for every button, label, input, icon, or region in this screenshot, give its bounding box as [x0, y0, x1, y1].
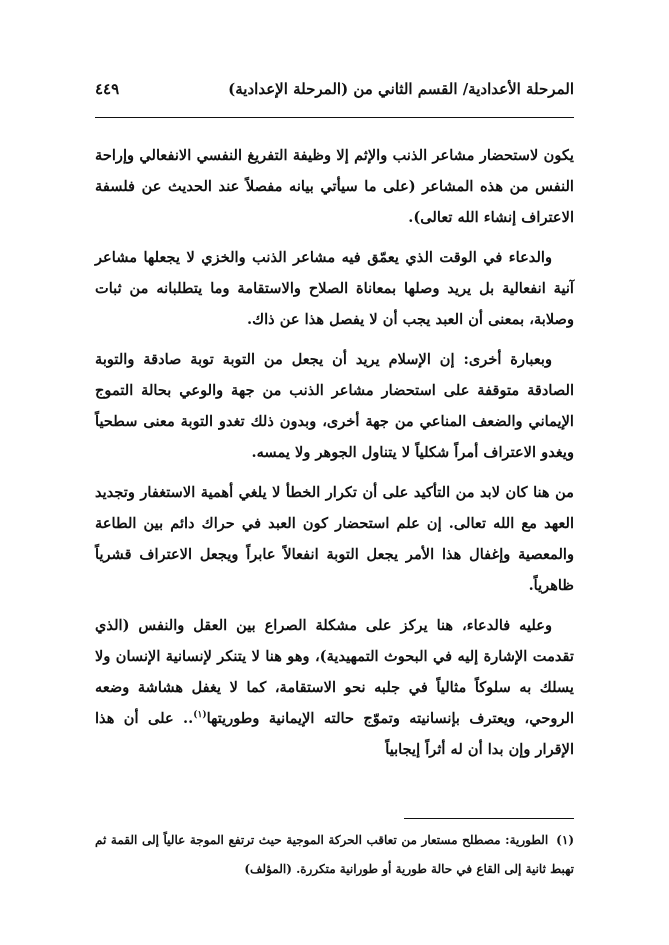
- page-number: ٤٤٩: [95, 80, 120, 98]
- footnote-divider: [404, 818, 574, 819]
- paragraph: من هنا كان لابد من التأكيد على أن تكرار الخطأ لا يلغي أهمية الاستغفار وتجديد العهد مع الله تعالى. إن علم استحضار كون العبد في حراك دائم بين الطاعة والمعصية وإغفال هذا الأمر يجعل التوبة انفعالاً عابراً ويجعل الاعتراف قشرياً ظاهرياً.: [95, 484, 574, 594]
- paragraph: والدعاء في الوقت الذي يعمّق فيه مشاعر الذنب والخزي لا يجعلها مشاعر آنية انفعالية بل يريد وصلها بمعاناة الصلاح والاستقامة وما يتطلبانه من ثبات وصلابة، بمعنى أن العبد يجب أن لا يفصل هذا عن ذاك.: [95, 249, 574, 328]
- header-title: المرحلة الأعدادية/ القسم الثاني من (المرحلة الإعدادية): [228, 80, 574, 98]
- paragraph-with-footnote: [95, 610, 574, 765]
- header-divider: [95, 117, 574, 118]
- running-header: [95, 72, 574, 106]
- paragraph-text: وعليه فالدعاء، هنا يركز على مشكلة الصراع بين العقل والنفس (الذي تقدمت الإشارة إليه في البحوث التمهيدية)، وهو هنا لا يتنكر لإنسانية الإنسان ولا يسلك به سلوكاً مثالياً في جلبه نحو الاستقامة، كما لا يغفل هشاشة وضعه الروحي، ويعترف بإنسانيته وتموّج حالته الإيمانية وطوريتها: [95, 617, 574, 727]
- footnotes: [95, 826, 574, 884]
- footnote-number: (١): [556, 833, 574, 847]
- footnote-item: [95, 826, 574, 884]
- paragraph-tail: .. على أن هذا الإقرار وإن بدا أن له أثراً إيجابياً: [95, 710, 574, 758]
- paragraph: يكون لاستحضار مشاعر الذنب والإثم إلا وظيفة التفريغ النفسي الانفعالي وإراحة النفس من هذه المشاعر (على ما سيأتي بيانه مفصلاً عند الحديث عن فلسفة الاعتراف إنشاء الله تعالى).: [95, 147, 574, 226]
- footnote-text: الطورية: مصطلح مستعار من تعاقب الحركة الموجية حيث ترتفع الموجة عالياً إلى القمة ثم تهبط ثانية إلى القاع في حالة طورية أو طورانية متكررة. (المؤلف): [95, 833, 574, 876]
- footnote-reference[interactable]: (١): [193, 710, 207, 721]
- paragraph: وبعبارة أخرى: إن الإسلام يريد أن يجعل من التوبة توبة صادقة والتوبة الصادقة متوقفة على استحضار مشاعر الذنب من جهة والوعي بحالة التموج الإيماني والضعف المناعي من جهة أخرى، وبدون ذلك تغدو التوبة معنى سطحياً ويغدو الاعتراف أمراً شكلياً لا يتناول الجوهر ولا يمسه.: [95, 351, 574, 461]
- body-text: [95, 140, 574, 774]
